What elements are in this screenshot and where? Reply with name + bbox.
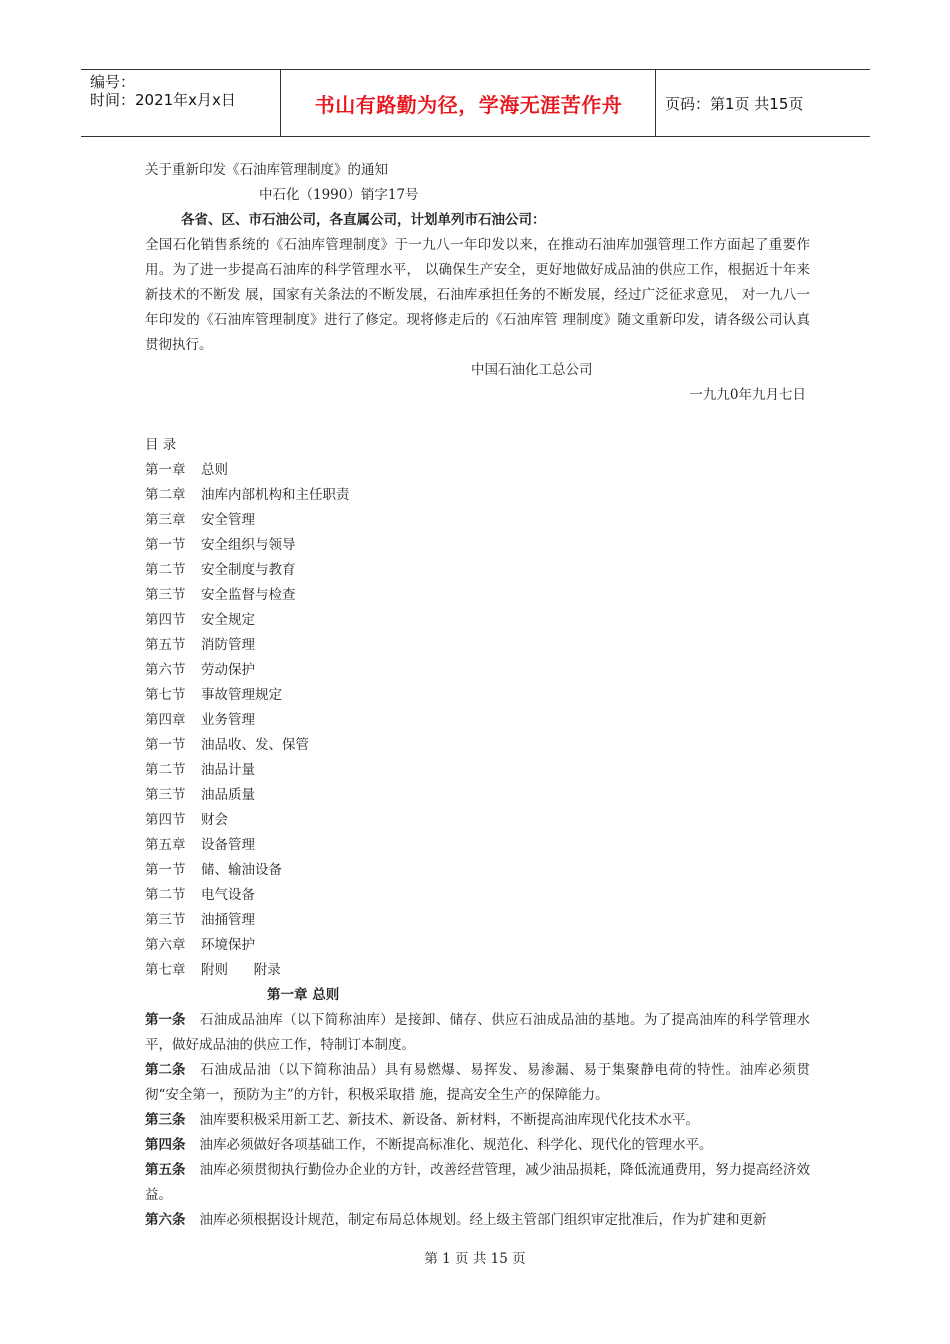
toc-item (145, 933, 810, 958)
article-list (145, 1008, 810, 1233)
toc-item-number: 第五章 (145, 837, 186, 853)
notice-title: 关于重新印发《石油库管理制度》的通知 (145, 162, 388, 178)
page-label: 页码：第1页 共15页 (665, 94, 804, 113)
toc-item-title: 储、输油设备 (201, 862, 282, 878)
toc-item-title: 油捅管理 (201, 912, 255, 928)
toc-item-title: 附则 附录 (201, 962, 281, 978)
toc-item (145, 758, 810, 783)
toc-item (145, 508, 810, 533)
toc-item-number: 第四节 (145, 812, 186, 828)
toc-item (145, 708, 810, 733)
issuer: 中国石油化工总公司 (471, 362, 593, 378)
toc-item-number: 第七节 (145, 687, 186, 703)
toc-item-title: 安全组织与领导 (201, 537, 296, 553)
toc-item-title: 设备管理 (201, 837, 255, 853)
article (145, 1208, 810, 1233)
toc-item-number: 第六章 (145, 937, 186, 953)
toc-item-title: 财会 (201, 812, 228, 828)
toc-item (145, 633, 810, 658)
notice-body: 全国石化销售系统的《石油库管理制度》于一九八一年印发以来，在推动石油库加强管理工作方面起了重要作用。为了进一步提高石油库的科学管理水平， 以确保生产安全，更好地做好成品油的供应工作，根据近十年来新技术的不断发 展，国家有关条法的不断发展，石油库承担任务的不断发展，经过广泛征求意见， 对一九八一年印发的《石油库管理制度》进行了修定。现将修走后的《石油库管 理制度》随文重新印发，请各级公司认真贯彻执行。 (145, 237, 810, 353)
toc-item-title: 油品计量 (201, 762, 255, 778)
time-label: 时间：2021年x月x日 (90, 91, 236, 109)
toc-item-title: 事故管理规定 (201, 687, 282, 703)
toc-item-number: 第一节 (145, 737, 186, 753)
page-footer: 第 1 页 共 15 页 (424, 1251, 526, 1267)
header-slogan-cell (282, 70, 656, 136)
article-text: 油库必须根据设计规范，制定布局总体规划。经上级主管部门组织审定批准后，作为扩建和更新 (199, 1212, 767, 1228)
issue-date: 一九九0年九月七日 (689, 387, 806, 403)
toc-item-title: 安全制度与教育 (201, 562, 296, 578)
article (145, 1108, 810, 1133)
toc-item (145, 883, 810, 908)
toc-item-title: 劳动保护 (201, 662, 255, 678)
article-number: 第四条 (145, 1137, 186, 1153)
toc-item (145, 908, 810, 933)
addressee: 各省、区、市石油公司，各直属公司，计划单列市石油公司： (181, 212, 546, 228)
spacer (145, 408, 810, 433)
toc-item (145, 958, 810, 983)
toc-item (145, 583, 810, 608)
article-text: 石油成品油（以下简称油品）具有易燃爆、易挥发、易渗漏、易于集聚静电荷的特性。油库必须贯彻“安全第一，预防为主”的方针，积极采取措 施，提高安全生产的保障能力。 (145, 1062, 810, 1103)
chapter-heading: 第一章 总则 (267, 987, 340, 1003)
article-number: 第五条 (145, 1162, 186, 1178)
toc-item-number: 第一节 (145, 537, 186, 553)
header-table (81, 69, 870, 137)
toc-item-number: 第二节 (145, 562, 186, 578)
article-text: 油库必须贯彻执行勤俭办企业的方针，改善经营管理，减少油品损耗，降低流通费用，努力提高经济效益。 (145, 1162, 810, 1203)
toc-item (145, 608, 810, 633)
article (145, 1058, 810, 1108)
slogan: 书山有路勤为径，学海无涯苦作舟 (314, 92, 623, 117)
toc-item-title: 安全管理 (201, 512, 255, 528)
toc-item-number: 第三章 (145, 512, 186, 528)
article-number: 第六条 (145, 1212, 186, 1228)
number-label: 编号： (90, 73, 136, 91)
doc-number: 中石化（1990）销字17号 (259, 187, 419, 203)
document-body (145, 158, 810, 1233)
toc-item (145, 458, 810, 483)
article (145, 1008, 810, 1058)
toc-item (145, 533, 810, 558)
toc-item-title: 油库内部机构和主任职责 (201, 487, 350, 503)
toc-item-number: 第一节 (145, 862, 186, 878)
header-meta-cell (81, 70, 281, 136)
toc-item-number: 第三节 (145, 787, 186, 803)
toc-title: 目 录 (145, 437, 177, 453)
article-text: 石油成品油库（以下简称油库）是接卸、储存、供应石油成品油的基地。为了提高油库的科学管理水平，做好成品油的供应工作，特制订本制度。 (145, 1012, 810, 1053)
toc-item-number: 第二节 (145, 762, 186, 778)
article-text: 油库必须做好各项基础工作，不断提高标准化、规范化、科学化、现代化的管理水平。 (199, 1137, 713, 1153)
toc-item (145, 733, 810, 758)
toc-item-number: 第六节 (145, 662, 186, 678)
article (145, 1158, 810, 1208)
toc-list (145, 458, 810, 983)
toc-item (145, 858, 810, 883)
toc-item-title: 总则 (201, 462, 228, 478)
toc-item (145, 783, 810, 808)
toc-item-number: 第四章 (145, 712, 186, 728)
toc-item-title: 安全规定 (201, 612, 255, 628)
article (145, 1133, 810, 1158)
toc-item (145, 658, 810, 683)
toc-item-title: 业务管理 (201, 712, 255, 728)
toc-item-title: 电气设备 (201, 887, 255, 903)
toc-item (145, 683, 810, 708)
toc-item-number: 第二节 (145, 887, 186, 903)
article-number: 第二条 (145, 1062, 186, 1078)
toc-item-title: 环境保护 (201, 937, 255, 953)
toc-item-title: 油品质量 (201, 787, 255, 803)
toc-item-number: 第四节 (145, 612, 186, 628)
toc-item-number: 第三节 (145, 912, 186, 928)
toc-item-number: 第二章 (145, 487, 186, 503)
toc-item (145, 483, 810, 508)
toc-item-number: 第七章 (145, 962, 186, 978)
toc-item-title: 油品收、发、保管 (201, 737, 309, 753)
toc-item (145, 833, 810, 858)
header-page-cell (656, 70, 870, 136)
article-number: 第一条 (145, 1012, 186, 1028)
article-number: 第三条 (145, 1112, 186, 1128)
toc-item-number: 第一章 (145, 462, 186, 478)
toc-item-title: 消防管理 (201, 637, 255, 653)
toc-item (145, 558, 810, 583)
article-text: 油库要积极采用新工艺、新技术、新设备、新材料，不断提高油库现代化技术水平。 (199, 1112, 699, 1128)
toc-item-title: 安全监督与检查 (201, 587, 296, 603)
toc-item-number: 第三节 (145, 587, 186, 603)
toc-item-number: 第五节 (145, 637, 186, 653)
toc-item (145, 808, 810, 833)
